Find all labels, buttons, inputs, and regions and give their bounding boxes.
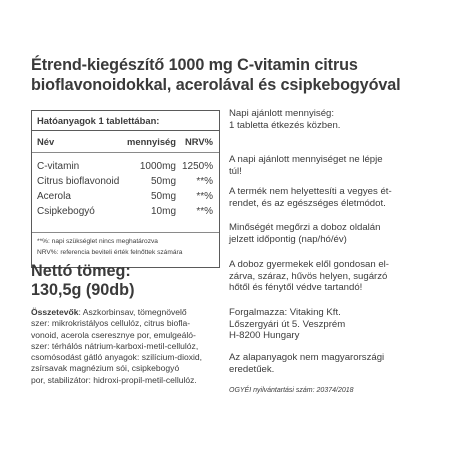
ingredients-text (31, 307, 227, 386)
table-row (32, 174, 219, 189)
table-row (32, 189, 219, 204)
ingredient-nrv: **% (196, 176, 213, 187)
text-line: hőtől és fénytől védve tartandó! (229, 282, 363, 293)
nutrition-column-headers (32, 131, 219, 153)
ingredients-line (31, 307, 227, 318)
product-title (31, 55, 431, 95)
ingredients-label: Összetevők (31, 307, 79, 317)
ingredient-nrv: **% (196, 191, 213, 202)
net-weight-value: 130,5g (90db) (31, 281, 135, 299)
column-header-nrv: NRV% (185, 136, 213, 147)
text-line: Forgalmazza: Vitaking Kft. (229, 307, 341, 318)
ingredient-name: Csipkebogyó (37, 206, 95, 217)
nutrition-footnotes (32, 233, 219, 258)
ingredient-quantity: 10mg (150, 206, 176, 217)
ingredient-quantity: 50mg (150, 176, 176, 187)
column-header-quantity: mennyiség (127, 136, 176, 147)
warning-diet-block (229, 186, 439, 209)
ingredient-name: Citrus bioflavonoid (37, 176, 120, 187)
net-weight-label: Nettó tömeg: (31, 262, 131, 280)
text-line: A termék nem helyettesíti a vegyes ét- (229, 186, 392, 197)
ingredients-line-text: : Aszkorbinsav, tömegnövelő (78, 307, 187, 317)
product-title-line: Étrend-kiegészítő 1000 mg C-vitamin citrus (31, 56, 358, 74)
ingredients-line: zsírsavak magnézium sói, csipkebogyó (31, 363, 180, 374)
footnote: **%: napi szükséglet nincs meghatározva (37, 238, 158, 245)
table-row (32, 159, 219, 174)
text-line: Minőségét megőrzi a doboz oldalán (229, 222, 381, 233)
text-line: jelzett időpontig (nap/hó/év) (229, 233, 347, 245)
registration-number: OGYÉI nyilvántartási szám: 20374/2018 (229, 387, 354, 394)
dosage-value: 1 tabletta étkezés közben. (229, 119, 341, 131)
ingredient-quantity: 50mg (150, 191, 176, 202)
text-line: Lőszergyári út 5. Veszprém (229, 318, 346, 330)
ingredients-line: por, stabilizátor: hidroxi-propil-metil-cellulóz. (31, 374, 197, 385)
ingredient-quantity: 1000mg (139, 161, 176, 172)
text-line: A doboz gyermekek elől gondosan el- (229, 259, 389, 270)
text-line: H-8200 Hungary (229, 330, 300, 341)
net-weight (31, 262, 221, 300)
ingredients-line: szer: mikrokristályos cellulóz, citrus biofla- (31, 318, 191, 329)
ingredient-nrv: 1250% (182, 161, 214, 172)
text-line: túl! (229, 165, 242, 177)
origin-block (229, 352, 439, 375)
ingredients-line: csomósodást gátló anyagok: szilícium-dioxid, (31, 352, 203, 362)
distributor-block (229, 307, 439, 342)
storage-block (229, 259, 439, 294)
text-line: eredetűek. (229, 363, 275, 375)
nutrition-table (31, 110, 220, 268)
product-title-line: bioflavonoidokkal, acerolával és csipkebogyóval (31, 76, 401, 94)
table-row (32, 204, 219, 219)
text-line: A napi ajánlott mennyiséget ne lépje (229, 154, 383, 165)
text-line: zárva, száraz, hűvös helyen, sugárzó (229, 270, 388, 282)
ingredient-name: C-vitamin (37, 161, 80, 172)
ingredients-line: vonoid, acerola cseresznye por, emulgeáló- (31, 329, 196, 340)
ingredient-nrv: **% (196, 206, 213, 217)
warning-dose-block (229, 154, 439, 177)
best-before-block (229, 222, 439, 245)
ingredient-name: Acerola (37, 191, 71, 202)
text-line: Az alapanyagok nem magyarországi (229, 352, 385, 363)
column-header-name: Név (37, 136, 55, 147)
ingredients-line: szer: térhálós nátrium-karboxi-metil-cellulóz, (31, 340, 199, 351)
nutrition-table-header: Hatóanyagok 1 tablettában: (32, 111, 219, 131)
text-line: rendet, és az egészséges életmódot. (229, 197, 386, 209)
footnote: NRV%: referencia beviteli érték felnőttek számára (37, 249, 183, 256)
dosage-block (229, 108, 439, 131)
dosage-label: Napi ajánlott mennyiség: (229, 108, 335, 119)
nutrition-rows (32, 153, 219, 233)
